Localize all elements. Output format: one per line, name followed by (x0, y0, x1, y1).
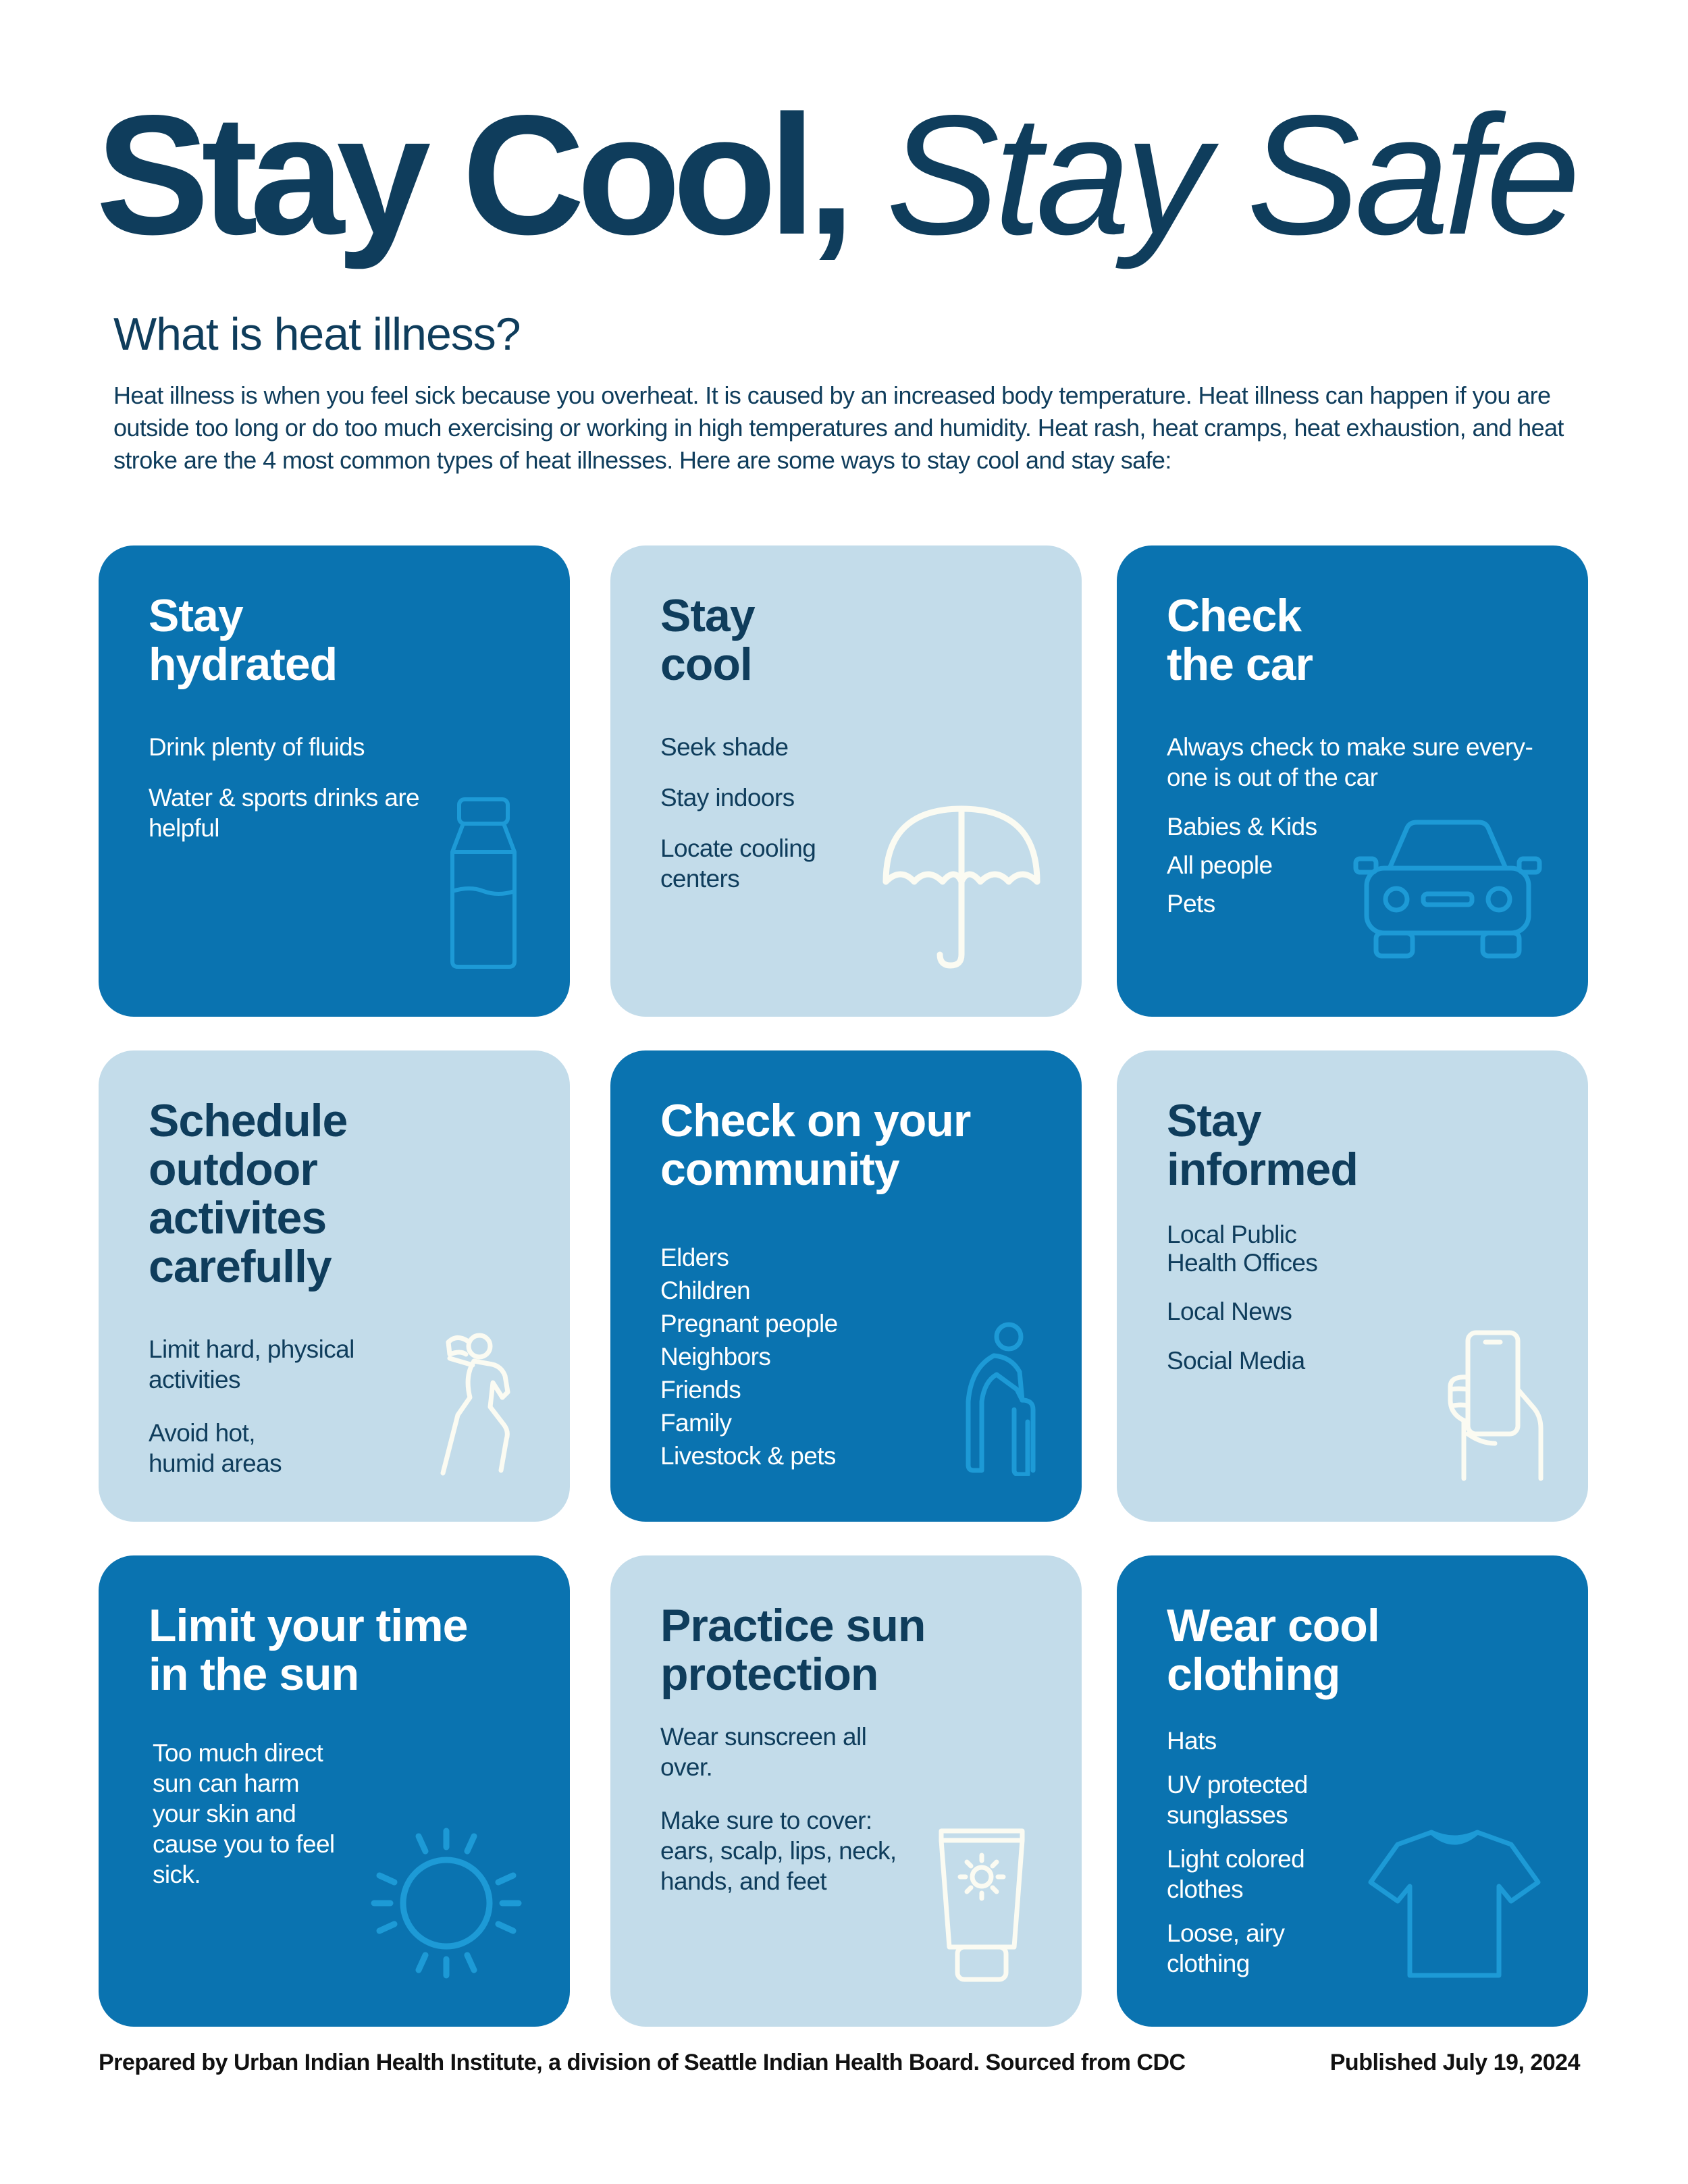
card-title: Limit your time in the sun (149, 1600, 468, 1700)
card-item: Locate cooling centers (660, 834, 816, 893)
card-check-on-community (610, 1050, 1082, 1522)
card-item: Pregnant people (660, 1310, 838, 1337)
card-check-the-car (1117, 545, 1588, 1017)
card-item: Make sure to cover: ears, scalp, lips, neck, hands, and feet (660, 1807, 897, 1895)
card-item: Stay indoors (660, 784, 795, 811)
card-title: Stay informed (1167, 1095, 1358, 1195)
intro-paragraph: Heat illness is when you feel sick because you overheat. It is caused by an increased body temperature. Heat illness can happen if you are outside too long or do too much exercising or working in high temperatures and humidity. Heat rash, heat cramps, heat exhaustion, and heat stroke are the 4 most common types of heat illnesses. Here are some ways to stay cool and stay safe: (113, 381, 1564, 474)
t-shirt-icon (1367, 1826, 1542, 1981)
card-item: Seek shade (660, 733, 789, 761)
card-stay-cool (610, 545, 1082, 1017)
card-item: Hats (1167, 1727, 1217, 1755)
card-title: Schedule outdoor activites carefully (149, 1095, 348, 1292)
title-part-2: Stay Safe (886, 80, 1575, 270)
card-item: Local Public Health Offices (1167, 1221, 1318, 1277)
card-item: Elders (660, 1244, 729, 1271)
title-part-1: Stay Cool, (96, 80, 847, 270)
card-item: Wear sunscreen all over. (660, 1723, 867, 1781)
card-item: Babies & Kids (1167, 813, 1317, 841)
card-item: Loose, airy clothing (1167, 1919, 1285, 1977)
card-item: Livestock & pets (660, 1442, 836, 1470)
card-item: Avoid hot, humid areas (149, 1419, 282, 1477)
footer-published-date: Published July 19, 2024 (1329, 2050, 1580, 2075)
footer-credit: Prepared by Urban Indian Health Institute, a division of Seattle Indian Health Board. Sourced from CDC (99, 2050, 1186, 2075)
card-item: Water & sports drinks are helpful (149, 784, 420, 842)
card-item: Drink plenty of fluids (149, 733, 365, 761)
bottle-icon (443, 795, 524, 971)
card-item: Pets (1167, 890, 1215, 917)
card-stay-informed (1117, 1050, 1588, 1522)
card-title: Wear cool clothing (1167, 1600, 1379, 1700)
card-item: Social Media (1167, 1347, 1305, 1375)
card-wear-cool-clothing (1117, 1555, 1588, 2027)
card-schedule-outdoor-activities (99, 1050, 570, 1522)
umbrella-icon (880, 802, 1043, 971)
card-practice-sun-protection (610, 1555, 1082, 2027)
card-title: Stay hydrated (149, 590, 338, 690)
card-item: UV protected sunglasses (1167, 1771, 1308, 1829)
card-stay-hydrated (99, 545, 570, 1017)
card-item: Family (660, 1409, 732, 1437)
section-heading: What is heat illness? (113, 309, 521, 360)
card-intro: Always check to make sure every- one is out of the car (1167, 733, 1533, 791)
card-item: Limit hard, physical activities (149, 1335, 354, 1393)
card-item: Local News (1167, 1298, 1292, 1325)
card-title: Practice sun protection (660, 1600, 926, 1700)
car-icon (1353, 816, 1542, 964)
card-title: Stay cool (660, 590, 755, 690)
page-title (96, 74, 1615, 290)
card-item: Light colored clothes (1167, 1845, 1305, 1903)
card-item: Neighbors (660, 1343, 771, 1370)
sunscreen-tube-icon (934, 1826, 1029, 1988)
elder-with-cane-icon (955, 1321, 1043, 1476)
smartphone-in-hand-icon (1441, 1327, 1549, 1483)
stretching-person-icon (436, 1327, 524, 1483)
card-title: Check on your community (660, 1095, 971, 1195)
card-title: Check the car (1167, 590, 1313, 690)
card-item: Friends (660, 1376, 741, 1404)
card-item: Children (660, 1277, 750, 1304)
card-item: All people (1167, 851, 1273, 879)
sun-icon (369, 1826, 524, 1981)
card-limit-time-in-sun (99, 1555, 570, 2027)
card-item: Too much direct sun can harm your skin and cause you to feel sick. (153, 1739, 335, 1888)
